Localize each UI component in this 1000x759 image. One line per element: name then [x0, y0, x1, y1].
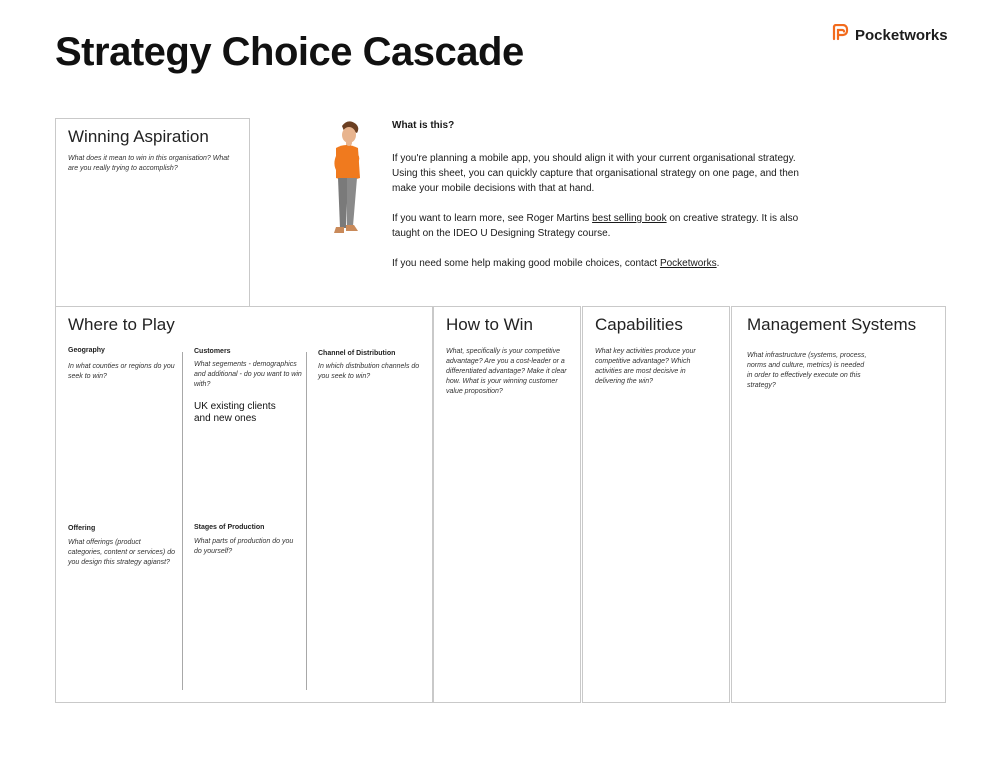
offering-heading: Offering [68, 525, 96, 532]
brand-logo[interactable] [832, 24, 948, 46]
how-to-win-question: What, specifically is your competitive advantage? Are you a cost-leader or a differentiated advantage? Make it clear how. What is your winning customer value proposition? [446, 348, 567, 395]
info-paragraph-2 [392, 211, 812, 241]
capabilities-title: Capabilities [595, 315, 683, 334]
how-to-win-box[interactable] [433, 306, 581, 703]
how-to-win-title: How to Win [446, 315, 533, 334]
info-paragraph-2-text: If you want to learn more, see Roger Martins [392, 213, 593, 224]
info-paragraph-3-text: If you need some help making good mobile choices, contact [392, 258, 660, 269]
winning-aspiration-question: What does it mean to win in this organisation? What are you really trying to accomplish? [68, 155, 230, 172]
customers-heading: Customers [194, 348, 231, 355]
pocketworks-contact-link[interactable]: Pocketworks [659, 258, 717, 269]
where-to-play-box[interactable] [55, 306, 433, 703]
best-selling-book-link[interactable]: best selling book [592, 213, 667, 224]
management-systems-title: Management Systems [747, 315, 917, 334]
channel-heading: Channel of Distribution [318, 350, 396, 357]
info-paragraph-3-text-end: . [716, 258, 720, 269]
stages-question: What parts of production do you do yourself? [194, 538, 294, 555]
winning-aspiration-box[interactable] [55, 118, 250, 307]
info-paragraph-3 [392, 256, 812, 271]
info-paragraph-1: If you're planning a mobile app, you should align it with your current organisational strategy. Using this sheet, you can quickly capture that organisational strategy on one page, and then make your mobile decisions with that at hand. [392, 153, 799, 194]
person-thinking-illustration [318, 118, 368, 243]
info-section [392, 118, 812, 286]
geography-heading: Geography [68, 347, 105, 354]
geography-question: In what counties or regions do you seek to win? [68, 363, 175, 380]
pocketworks-logo-icon [832, 24, 849, 46]
stages-heading: Stages of Production [194, 524, 265, 531]
customers-question: What segements - demographics and additional - do you want to win with? [194, 361, 302, 388]
customers-note: UK existing clients and new ones [194, 401, 276, 424]
info-paragraph-2-text-end: on creative strategy. It is also taught on the IDEO U Designing Strategy course. [392, 213, 799, 239]
column-divider-1 [182, 352, 183, 690]
winning-aspiration-title: Winning Aspiration [68, 127, 209, 146]
offering-question: What offerings (product categories, content or services) do you design this strategy agianst? [68, 539, 175, 566]
where-to-play-title: Where to Play [68, 315, 175, 334]
page-title: Strategy Choice Cascade [55, 30, 524, 74]
brand-name: Pocketworks [855, 26, 948, 44]
capabilities-question: What key activities produce your competitive advantage? Which activities are most decisive in delivering the win? [595, 348, 696, 385]
info-title: What is this? [392, 120, 455, 131]
management-systems-box[interactable] [731, 306, 946, 703]
column-divider-2 [306, 352, 307, 690]
capabilities-box[interactable] [582, 306, 730, 703]
management-systems-question: What infrastructure (systems, process, norms and culture, metrics) is needed in order to effectively execute on this strategy? [747, 352, 867, 389]
channel-question: In which distribution channels do you seek to win? [318, 363, 420, 380]
